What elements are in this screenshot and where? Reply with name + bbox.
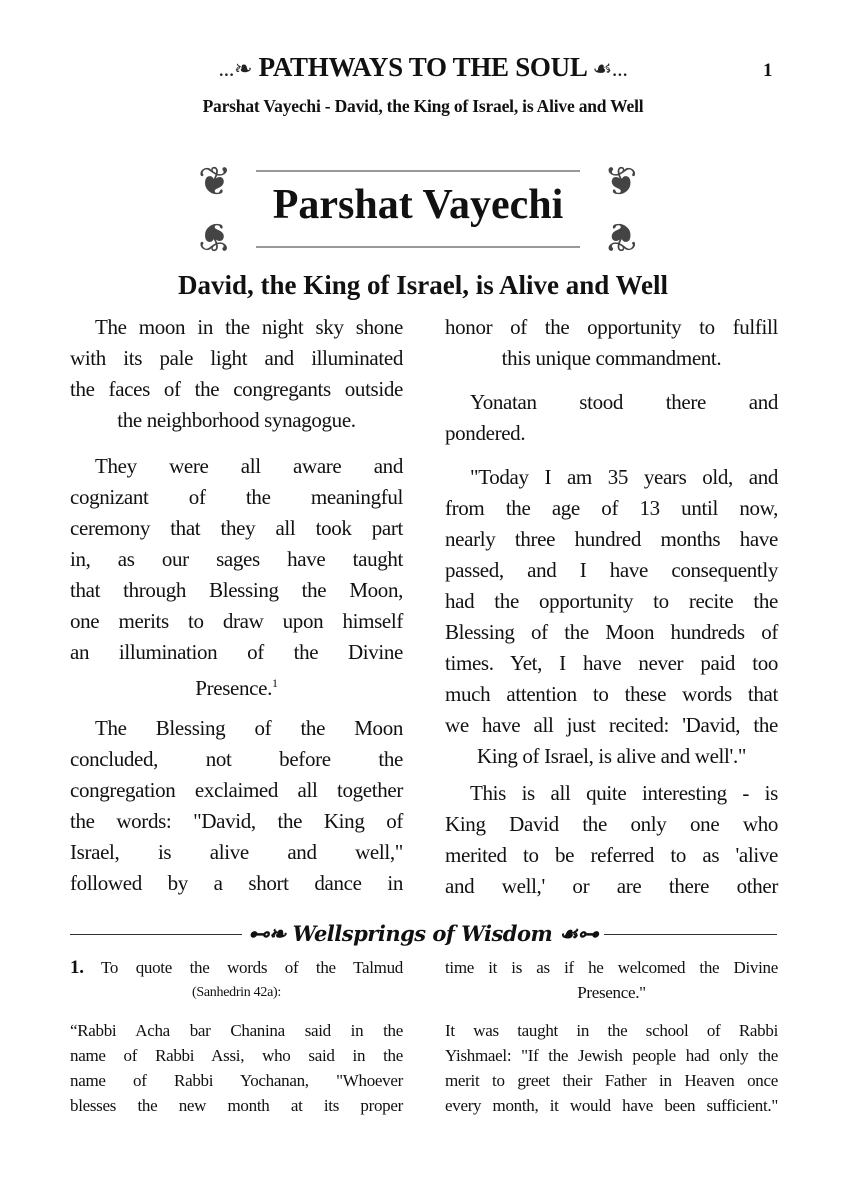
left-column-paragraph [70,451,403,699]
text-line: one merits to draw upon himself [70,609,403,633]
text-line: Blessing of the Moon hundreds of [445,620,778,644]
text-line: with its pale light and illuminated [70,346,403,370]
footnote-source: (Sanhedrin 42a): [192,985,281,1000]
article-heading: David, the King of Israel, is Alive and Well [177,270,669,300]
text-line: and well,' or are there other [445,874,778,898]
scroll-ornament-icon: ❦ [198,159,232,204]
footnote-line: merit to greet their Father in Heaven once [445,1071,778,1090]
right-column-paragraph [445,387,778,449]
text-line: This is all quite interesting - is [470,781,778,805]
text-line: Israel, is alive and well," [70,840,403,864]
ornament-left-icon: ⊷❧ [248,921,293,946]
running-header [0,52,846,83]
left-column-paragraph [70,713,403,899]
footnote-line: every month, it would have been sufficient." [445,1096,778,1115]
page-number: 1 [763,60,773,81]
publication-title: PATHWAYS TO THE SOUL [258,52,587,82]
scroll-ornament-icon: ❦ [198,214,232,259]
text-line: the words: "David, the King of [70,809,403,833]
text-line: The Blessing of the Moon [95,716,403,740]
left-column-paragraph [70,312,403,436]
footnote-reference[interactable]: 1 [272,676,278,690]
footnote-left-quote [70,1018,403,1118]
footnote-1-intro [70,955,403,1005]
right-column-paragraph [445,778,778,902]
footnote-line: Presence." [577,983,646,1002]
footnote-intro: To quote the words of the Talmud [100,958,404,977]
text-line: cognizant of the meaningful [70,485,403,509]
footnote-right-quote [445,1018,778,1118]
page-title: Parshat Vayechi [272,182,564,228]
text-line: in, as our sages have taught [70,547,403,571]
text-line: ceremony that they all took part [70,516,403,540]
text-line: Presence.$^1$ [195,676,278,700]
text-line: "Today I am 35 years old, and [470,465,778,489]
ornament-left-icon: ...❧ [218,56,253,81]
footnote-number: 1. [70,957,84,978]
text-line: nearly three hundred months have [445,527,778,551]
footnote-line: blesses the new month at its proper [70,1096,403,1115]
text-line: this unique commandment. [501,346,722,370]
text-line: had the opportunity to recite the [445,589,778,613]
ornament-right-icon: ☙⊶ [552,921,598,946]
text-line: The moon in the night sky shone [95,315,403,339]
text-line: merited to be referred to as 'alive [445,843,778,867]
text-line: times. Yet, I have never paid too [445,651,778,675]
text-line: followed by a short dance in [70,871,403,895]
text-line: Yonatan stood there and [470,390,778,414]
footnote-section-heading [0,921,846,946]
text-line: King of Israel, is alive and well'." [476,744,747,768]
footnote-line: name of Rabbi Assi, who said in the [70,1046,403,1065]
footnote-line: name of Rabbi Yochanan, "Whoever [70,1071,403,1090]
text-line: pondered. [445,421,526,445]
text-line: we have all just recited: 'David, the [445,713,778,737]
footnote-line: time it is as if he welcomed the Divine [445,958,778,977]
section-title: Wellsprings of Wisdom [292,921,553,946]
text-line: an illumination of the Divine [70,640,403,664]
scroll-ornament-icon: ❦ [604,214,638,259]
footnote-line: It was taught in the school of Rabbi [445,1021,778,1040]
footnote-right-top [445,955,778,1005]
text-line: honor of the opportunity to fulfill [445,315,778,339]
ornament-right-icon: ☙... [592,56,628,81]
text-line: passed, and I have consequently [445,558,778,582]
text-line: King David the only one who [445,812,778,836]
text-line: the neighborhood synagogue. [117,408,356,432]
text-line: the faces of the congregants outside [70,377,403,401]
right-column-paragraph [445,462,778,772]
running-subtitle: Parshat Vayechi - David, the King of Israel, is Alive and Well [202,96,644,116]
text-line: from the age of 13 until now, [445,496,778,520]
text-line: that through Blessing the Moon, [70,578,403,602]
right-column-paragraph [445,312,778,374]
scroll-ornament-icon: ❦ [604,159,638,204]
text-line: concluded, not before the [70,747,403,771]
text-line: much attention to these words that [445,682,778,706]
text-line: congregation exclaimed all together [70,778,403,802]
text-line: They were all aware and [95,454,403,478]
footnote-line: “Rabbi Acha bar Chanina said in the [70,1021,403,1040]
footnote-line: Yishmael: "If the Jewish people had only the [445,1046,778,1065]
